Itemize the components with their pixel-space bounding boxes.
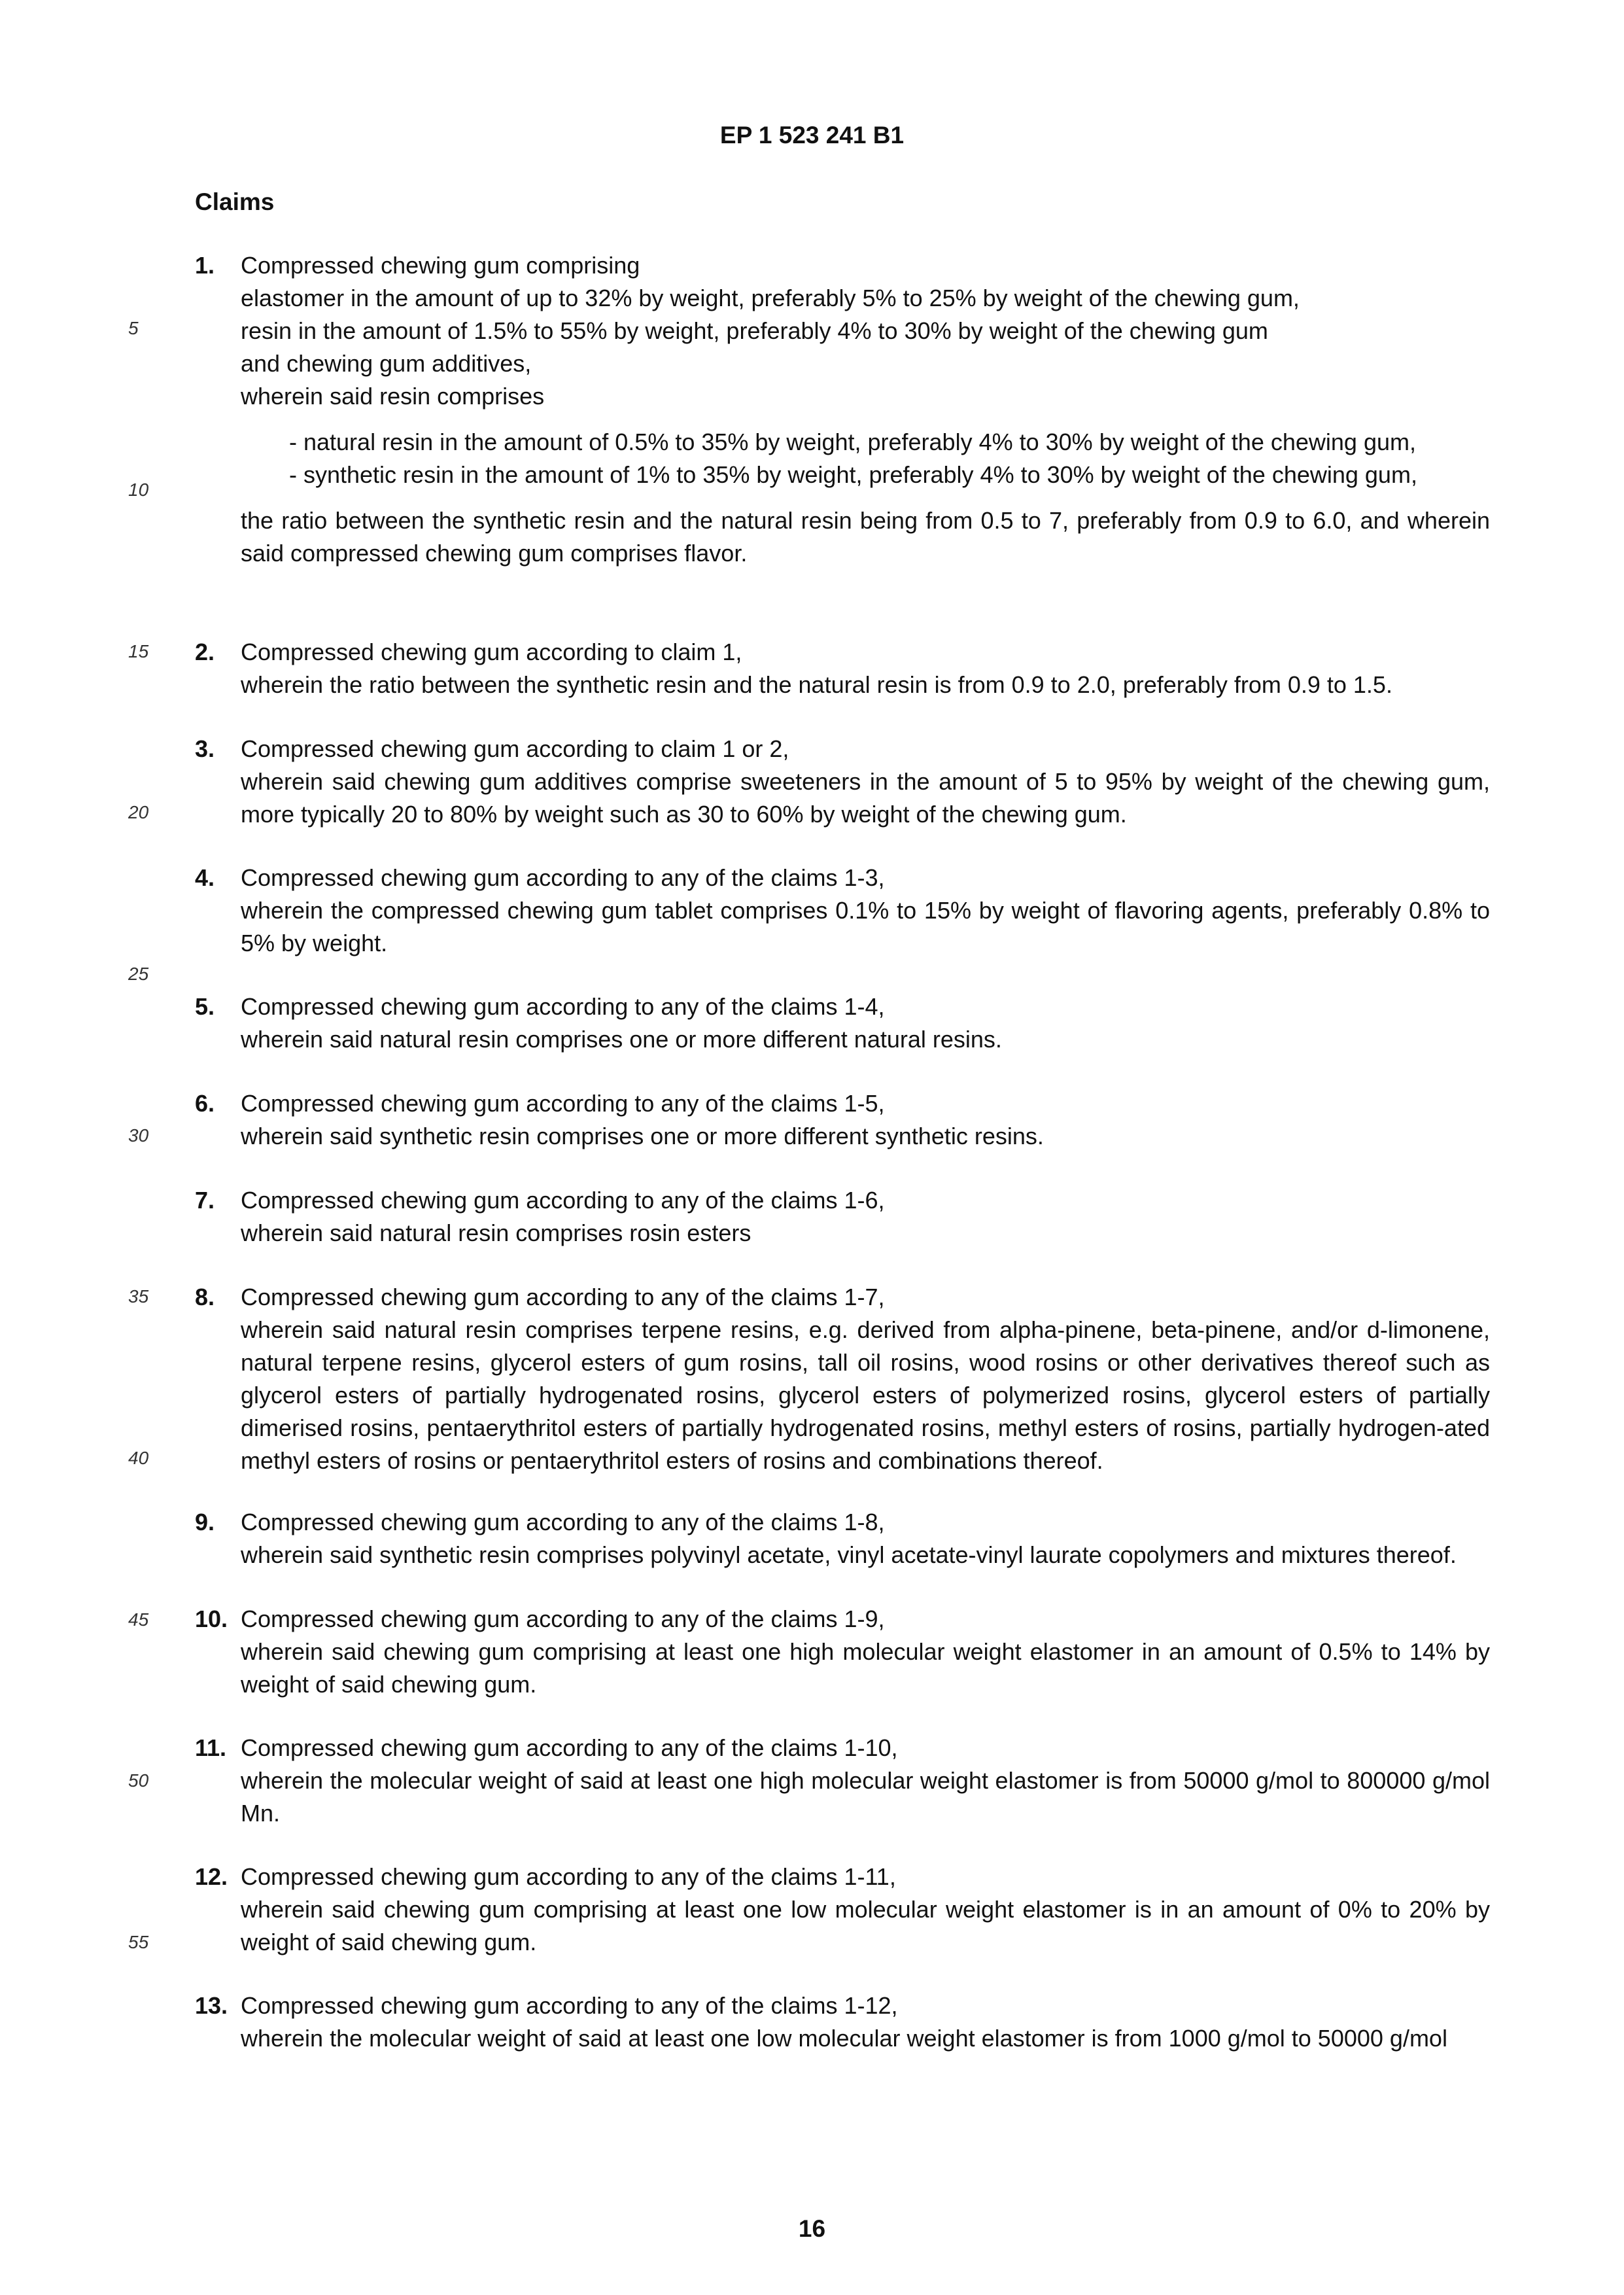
claim-10 xyxy=(195,1603,1490,1701)
claim-7 xyxy=(195,1184,1490,1250)
claim-8 xyxy=(195,1281,1490,1477)
claim-2 xyxy=(195,636,1490,701)
claim-number: 12. xyxy=(195,1863,228,1890)
claim-text: Compressed chewing gum according to claim 1, wherein the ratio between the synthetic resin and the natural resin is from 0.9 to 2.0, preferably from 0.9 to 1.5. xyxy=(241,639,1392,698)
claim-text: Compressed chewing gum comprising elastomer in the amount of up to 32% by weight, preferably 5% to 25% by weight of the chewing gum, resin in the amount of 1.5% to 55% by weight, preferably 4% to 30% by weight of the chewing gum and chewing gum additives, wherein said resin comprises xyxy=(241,252,1300,410)
claim-number: 1. xyxy=(195,252,215,279)
claim-subitem: - natural resin in the amount of 0.5% to 35% by weight, preferably 4% to 30% by weight of the chewing gum, xyxy=(289,429,1416,455)
line-number: 20 xyxy=(128,802,149,822)
line-number: 40 xyxy=(128,1448,149,1468)
claim-text: Compressed chewing gum according to any of the claims 1-10, wherein the molecular weight of said at least one high molecular weight elastomer is from 50000 g/mol to 800000 g/mol Mn. xyxy=(241,1734,1490,1827)
claim-11 xyxy=(195,1732,1490,1830)
claim-text: Compressed chewing gum according to any of the claims 1-9, wherein said chewing gum comprising at least one high molecular weight elastomer in an amount of 0.5% to 14% by weight of said chewing gum. xyxy=(241,1605,1490,1698)
line-number: 25 xyxy=(128,964,149,984)
claim-9 xyxy=(195,1506,1490,1571)
claim-number: 8. xyxy=(195,1284,215,1310)
claims-heading: Claims xyxy=(195,188,275,215)
claim-5 xyxy=(195,990,1490,1056)
claim-number: 9. xyxy=(195,1509,215,1535)
line-number: 5 xyxy=(128,318,139,338)
claim-text: Compressed chewing gum according to any of the claims 1-4, wherein said natural resin comprises one or more different natural resins. xyxy=(241,993,1002,1053)
line-number: 35 xyxy=(128,1286,149,1306)
document-id-header: EP 1 523 241 B1 xyxy=(719,122,905,149)
claim-tail-text: the ratio between the synthetic resin and the natural resin being from 0.5 to 7, preferably from 0.9 to 6.0, and wherein said compressed chewing gum comprises flavor. xyxy=(241,507,1490,567)
line-number: 30 xyxy=(128,1125,149,1146)
claim-number: 11. xyxy=(195,1734,227,1761)
line-number: 50 xyxy=(128,1770,149,1791)
claim-text: Compressed chewing gum according to any of the claims 1-12, wherein the molecular weight of said at least one low molecular weight elastomer is from 1000 g/mol to 50000 g/mol xyxy=(241,1992,1447,2052)
claim-3 xyxy=(195,733,1490,831)
claim-text: Compressed chewing gum according to any of the claims 1-8, wherein said synthetic resin comprises polyvinyl acetate, vinyl acetate-vinyl laurate copolymers and mixtures thereof. xyxy=(241,1509,1457,1568)
claim-number: 4. xyxy=(195,864,215,891)
claim-number: 5. xyxy=(195,993,215,1020)
claim-12 xyxy=(195,1861,1490,1959)
claim-number: 10. xyxy=(195,1605,228,1632)
line-number: 15 xyxy=(128,641,149,661)
claim-subitems xyxy=(289,426,1490,491)
claim-number: 3. xyxy=(195,735,215,762)
claim-text: Compressed chewing gum according to any of the claims 1-11, wherein said chewing gum comprising at least one low molecular weight elastomer is in an amount of 0% to 20% by weight of said chewing gum. xyxy=(241,1863,1490,1955)
claim-13 xyxy=(195,1989,1490,2055)
claim-4 xyxy=(195,862,1490,960)
claim-text: Compressed chewing gum according to claim 1 or 2, wherein said chewing gum additives comprise sweeteners in the amount of 5 to 95% by weight of the chewing gum, more typically 20 to 80% by weight such as 30 to 60% by weight of the chewing gum. xyxy=(241,735,1490,828)
line-number: 55 xyxy=(128,1932,149,1952)
claim-text: Compressed chewing gum according to any of the claims 1-3, wherein the compressed chewing gum tablet comprises 0.1% to 15% by weight of flavoring agents, preferably 0.8% to 5% by weight. xyxy=(241,864,1490,956)
claim-text: Compressed chewing gum according to any of the claims 1-6, wherein said natural resin comprises rosin esters xyxy=(241,1187,885,1246)
claim-number: 13. xyxy=(195,1992,228,2019)
line-number: 10 xyxy=(128,480,149,500)
claim-text: Compressed chewing gum according to any of the claims 1-7, wherein said natural resin comprises terpene resins, e.g. derived from alpha-pinene, beta-pinene, and/or d-limonene, natural terpene resins, glycerol esters of gum rosins, tall oil rosins, wood rosins or other derivatives thereof such as glycerol esters of partially hydrogenated rosins, glycerol esters of polymerized rosins, glycerol esters of partially dimerised rosins, pentaerythritol esters of partially hydrogenated rosins, methyl esters of rosins, partially hydrogen-ated methyl esters of rosins or pentaerythritol esters of rosins and combinations thereof. xyxy=(241,1284,1490,1474)
claim-6 xyxy=(195,1087,1490,1153)
claim-number: 6. xyxy=(195,1090,215,1117)
claim-number: 2. xyxy=(195,639,215,665)
claim-subitem: - synthetic resin in the amount of 1% to 35% by weight, preferably 4% to 30% by weight of the chewing gum, xyxy=(289,461,1417,488)
claim-1 xyxy=(195,249,1490,570)
line-number: 45 xyxy=(128,1609,149,1630)
page-number: 16 xyxy=(798,2215,826,2242)
claim-number: 7. xyxy=(195,1187,215,1214)
claim-text: Compressed chewing gum according to any of the claims 1-5, wherein said synthetic resin comprises one or more different synthetic resins. xyxy=(241,1090,1044,1149)
